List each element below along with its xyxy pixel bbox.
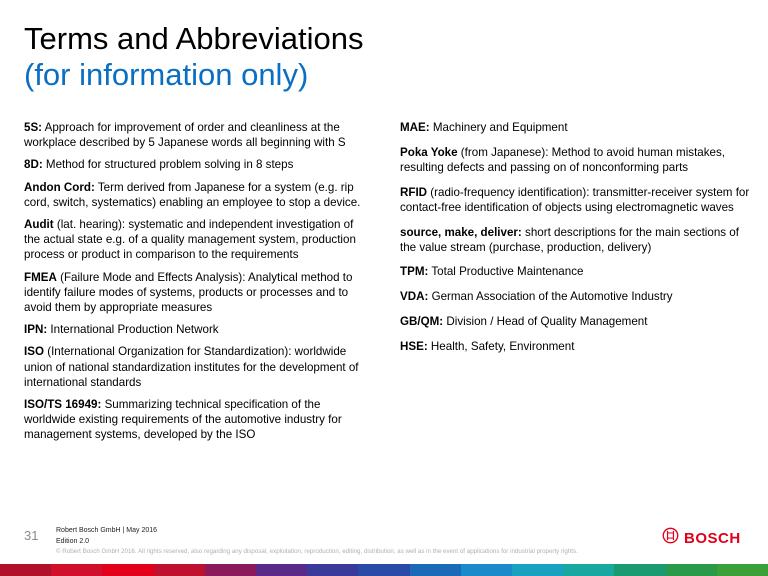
page-number: 31 [24, 528, 39, 543]
stripe-segment [614, 564, 665, 576]
term-description: Term derived from Japanese for a system (e.g. rip cord, switch, systematics) enabling an employee to stop a device. [24, 180, 361, 209]
term-entry [24, 217, 369, 263]
page-title: Terms and Abbreviations [24, 21, 364, 56]
term-description: Machinery and Equipment [429, 121, 568, 134]
stripe-segment [154, 564, 205, 576]
term-entry [24, 157, 369, 172]
term-entry [400, 314, 750, 329]
terms-column-left [24, 120, 369, 450]
term-name: source, make, deliver: [400, 225, 522, 239]
footer-edition: Edition 2.0 [56, 538, 90, 545]
term-description: (radio-frequency identification): transmitter-receiver system for contact-free identification of objects using electromagnetic waves [400, 185, 750, 214]
term-description: Summarizing technical specification of the worldwide existing requirements of the automotive industry for management systems, developed by the ISO [24, 398, 342, 442]
stripe-segment [461, 564, 512, 576]
term-name: IPN: [24, 323, 48, 337]
term-description: Total Productive Maintenance [428, 265, 584, 279]
term-entry [400, 225, 750, 255]
term-description: (lat. hearing): systematic and independent investigation of the actual state e.g. of a quality management system, production process or product in comparison to the requirements [24, 218, 356, 262]
term-description: German Association of the Automotive Industry [428, 290, 673, 304]
term-entry [24, 322, 369, 337]
term-description: Health, Safety, Environment [427, 339, 575, 353]
stripe-segment [307, 564, 358, 576]
term-entry [400, 120, 750, 135]
term-name: HSE: [400, 339, 428, 353]
bosch-armature-icon [662, 527, 679, 549]
stripe-segment [256, 564, 307, 576]
terms-column-right [400, 120, 750, 363]
term-entry [400, 289, 750, 304]
logo-text: BOSCH [684, 529, 741, 547]
brand-color-stripe [0, 564, 768, 576]
term-description: (Failure Mode and Effects Analysis): Analytical method to identify failure modes of systems, products or processes and to avoid them by appropriate measures [24, 270, 353, 315]
term-name: FMEA [24, 270, 57, 284]
stripe-segment [563, 564, 614, 576]
stripe-segment [205, 564, 256, 576]
term-entry [400, 185, 750, 215]
footer-copyright: © Robert Bosch GmbH 2016. All rights reserved, also regarding any disposal, exploitation, reproduction, editing, distribution, as well as in the event of applications for industrial property rights. [56, 548, 578, 555]
stripe-segment [51, 564, 102, 576]
term-name: Audit [24, 218, 54, 232]
page-subtitle: (for information only) [24, 57, 309, 92]
term-description: (International Organization for Standardization): worldwide union of national standardization institutes for the development of international standards [24, 345, 359, 389]
term-description: Method for structured problem solving in 8 steps [42, 158, 294, 172]
term-entry [400, 145, 750, 175]
term-name: 5S: [24, 121, 43, 134]
term-description: International Production Network [47, 323, 219, 337]
term-name: MAE: [400, 121, 430, 134]
term-entry [400, 264, 750, 279]
term-entry [24, 270, 369, 316]
term-name: Poka Yoke [400, 145, 458, 159]
term-entry [24, 180, 369, 210]
bosch-logo [662, 527, 741, 549]
term-name: GB/QM: [400, 314, 444, 328]
term-description: Division / Head of Quality Management [443, 314, 648, 328]
term-name: ISO [24, 345, 44, 359]
term-name: ISO/TS 16949: [24, 398, 102, 412]
stripe-segment [102, 564, 153, 576]
term-name: 8D: [24, 158, 43, 172]
stripe-segment [358, 564, 409, 576]
stripe-segment [410, 564, 461, 576]
term-name: RFID [400, 185, 428, 199]
footer-company-date: Robert Bosch GmbH | May 2016 [56, 527, 158, 534]
stripe-segment [717, 564, 768, 576]
term-description: Approach for improvement of order and cleanliness at the workplace described by 5 Japanese words all beginning with S [24, 121, 346, 150]
term-description: (from Japanese): Method to avoid human mistakes, resulting defects and passing on of nonconforming parts [400, 145, 726, 174]
stripe-segment [666, 564, 717, 576]
term-name: Andon Cord: [24, 180, 95, 194]
term-name: VDA: [400, 290, 429, 304]
term-entry [24, 344, 369, 390]
term-description: short descriptions for the main sections of the value stream (purchase, production, delivery) [400, 225, 739, 254]
term-entry [400, 339, 750, 354]
stripe-segment [512, 564, 563, 576]
term-name: TPM: [400, 265, 429, 279]
term-entry [24, 120, 369, 150]
term-entry [24, 397, 369, 443]
stripe-segment [0, 564, 51, 576]
